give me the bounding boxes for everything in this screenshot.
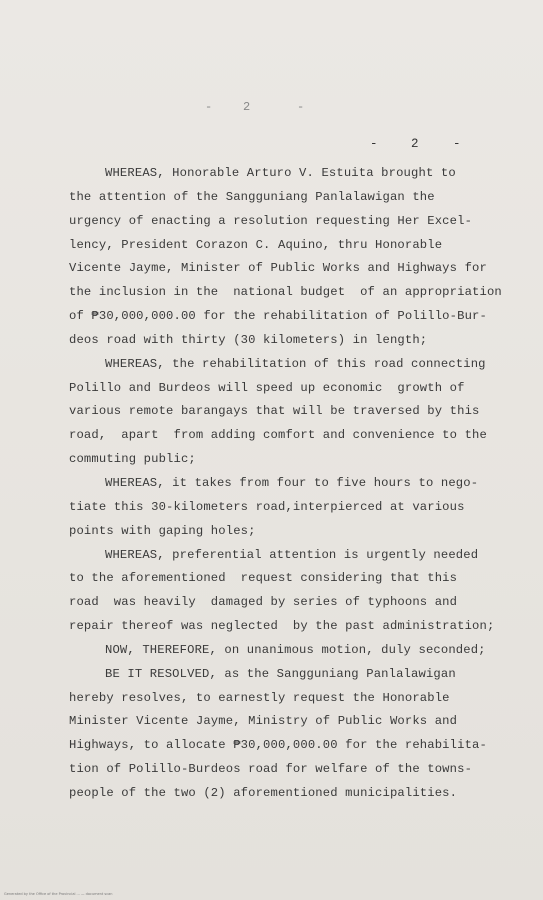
text-line: BE IT RESOLVED, as the Sangguniang Panlalawigan [105, 666, 456, 681]
text-line: WHEREAS, Honorable Arturo V. Estuita brought to [105, 166, 456, 180]
text-line: the attention of the Sangguniang Panlalawigan the [69, 189, 435, 204]
faint-page-number-header [0, 100, 543, 120]
page-number-faint: 2 [243, 100, 251, 114]
text-line: people of the two (2) aforementioned municipalities. [69, 785, 458, 800]
dash-left: - [370, 137, 378, 151]
text-line: commuting public; [69, 452, 196, 467]
text-line: road was heavily damaged by series of typhoons and [69, 595, 458, 610]
text-line: Vicente Jayme, Minister of Public Works and Highways for [69, 261, 487, 276]
text-line: Minister Vicente Jayme, Ministry of Public Works and [69, 714, 458, 729]
text-line: WHEREAS, preferential attention is urgently needed [105, 547, 479, 562]
text-line: repair thereof was neglected by the past administration; [69, 619, 495, 634]
text-line: Polillo and Burdeos will speed up economic growth of [69, 380, 465, 395]
text-line: of ₱30,000,000.00 for the rehabilitation of Polillo-Bur- [69, 309, 487, 324]
text-line: WHEREAS, the rehabilitation of this road connecting [105, 356, 486, 371]
text-line: deos road with thirty (30 kilometers) in length; [69, 332, 428, 347]
text-line: points with gaping holes; [69, 523, 256, 538]
dash-right: - [297, 100, 305, 114]
page-number: 2 [411, 137, 419, 151]
text-line: NOW, THEREFORE, on unanimous motion, duly seconded; [105, 642, 486, 657]
text-line: urgency of enacting a resolution requesting Her Excel- [69, 213, 473, 228]
dash-right: - [453, 137, 461, 151]
page-number-header [0, 137, 543, 157]
text-line: tiate this 30-kilometers road,interpierced at various [69, 499, 465, 514]
text-line: Highways, to allocate ₱30,000,000.00 for the rehabilita- [69, 738, 487, 753]
text-line: road, apart from adding comfort and convenience to the [69, 428, 487, 443]
text-line: to the aforementioned request considering that this [69, 571, 458, 586]
text-line: hereby resolves, to earnestly request the Honorable [69, 690, 450, 705]
text-line: the inclusion in the national budget of an appropriation [69, 285, 502, 300]
dash-left: - [205, 100, 213, 114]
text-line: lency, President Corazon C. Aquino, thru Honorable [69, 237, 443, 252]
text-line: WHEREAS, it takes from four to five hours to nego- [105, 475, 479, 490]
resolution-body [69, 162, 502, 806]
text-line: various remote barangays that will be traversed by this [69, 404, 480, 419]
text-line: tion of Polillo-Burdeos road for welfare of the towns- [69, 762, 473, 777]
scan-footer: Generated by the Office of the Provincial ... — document scan [4, 892, 113, 896]
